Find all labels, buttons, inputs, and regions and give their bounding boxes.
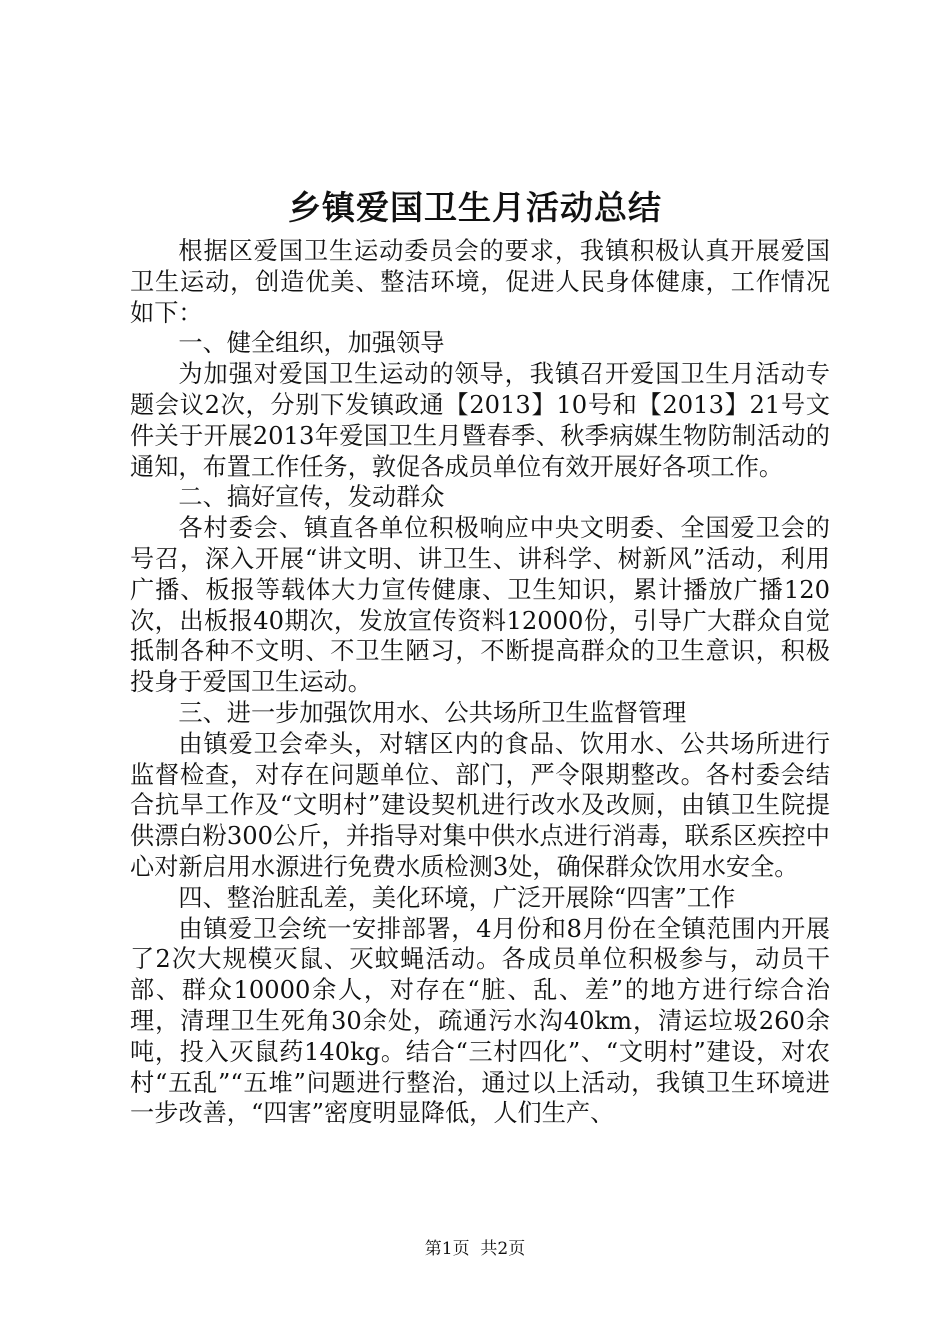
document-title: 乡镇爱国卫生月活动总结 bbox=[288, 188, 662, 227]
section-heading-4: 四、整治脏乱差，美化环境，广泛开展除“四害”工作 bbox=[178, 883, 736, 912]
page-number-label: 第1页 共2页 bbox=[424, 1239, 526, 1259]
section-heading-3: 三、进一步加强饮用水、公共场所卫生监督管理 bbox=[178, 698, 687, 727]
section-paragraph-1: 为加强对爱国卫生运动的领导，我镇召开爱国卫生月活动专题会议2次，分别下发镇政通【2013】10号和【2013】21号文件关于开展2013年爱国卫生月暨春季、秋季病媒生物防制活动的通知，布置工作任务，敦促各成员单位有效开展好各项工作。 bbox=[130, 360, 830, 481]
section-paragraph-3: 由镇爱卫会牵头，对辖区内的食品、饮用水、公共场所进行监督检查，对存在问题单位、部门，严令限期整改。各村委会结合抗旱工作及“文明村”建设契机进行改水及改厕，由镇卫生院提供漂白粉300公斤，并指导对集中供水点进行消毒，联系区疾控中心对新启用水源进行免费水质检测3处，确保群众饮用水安全。 bbox=[130, 729, 830, 881]
section-heading-1: 一、健全组织，加强领导 bbox=[178, 329, 445, 358]
section-heading-2: 二、搞好宣传，发动群众 bbox=[178, 483, 445, 512]
section-paragraph-2: 各村委会、镇直各单位积极响应中央文明委、全国爱卫会的号召，深入开展“讲文明、讲卫生、讲科学、树新风”活动，利用广播、板报等载体大力宣传健康、卫生知识，累计播放广播120次，出板报40期次，发放宣传资料12000份，引导广大群众自觉抵制各种不文明、不卫生陋习，不断提高群众的卫生意识，积极投身于爱国卫生运动。 bbox=[130, 514, 830, 697]
intro-paragraph: 根据区爱国卫生运动委员会的要求，我镇积极认真开展爱国卫生运动，创造优美、整洁环境，促进人民身体健康，工作情况如下： bbox=[130, 237, 830, 327]
page-footer bbox=[0, 1237, 950, 1261]
section-paragraph-4: 由镇爱卫会统一安排部署，4月份和8月份在全镇范围内开展了2次大规模灭鼠、灭蚊蝇活动。各成员单位积极参与，动员干部、群众10000余人，对存在“脏、乱、差”的地方进行综合治理，清理卫生死角30余处，疏通污水沟40km，清运垃圾260余吨，投入灭鼠药140kg。结合“三村四化”、“文明村”建设，对农村“五乱”“五堆”问题进行整治，通过以上活动，我镇卫生环境进一步改善，“四害”密度明显降低，人们生产、 bbox=[130, 914, 830, 1128]
document-body bbox=[130, 236, 830, 1129]
